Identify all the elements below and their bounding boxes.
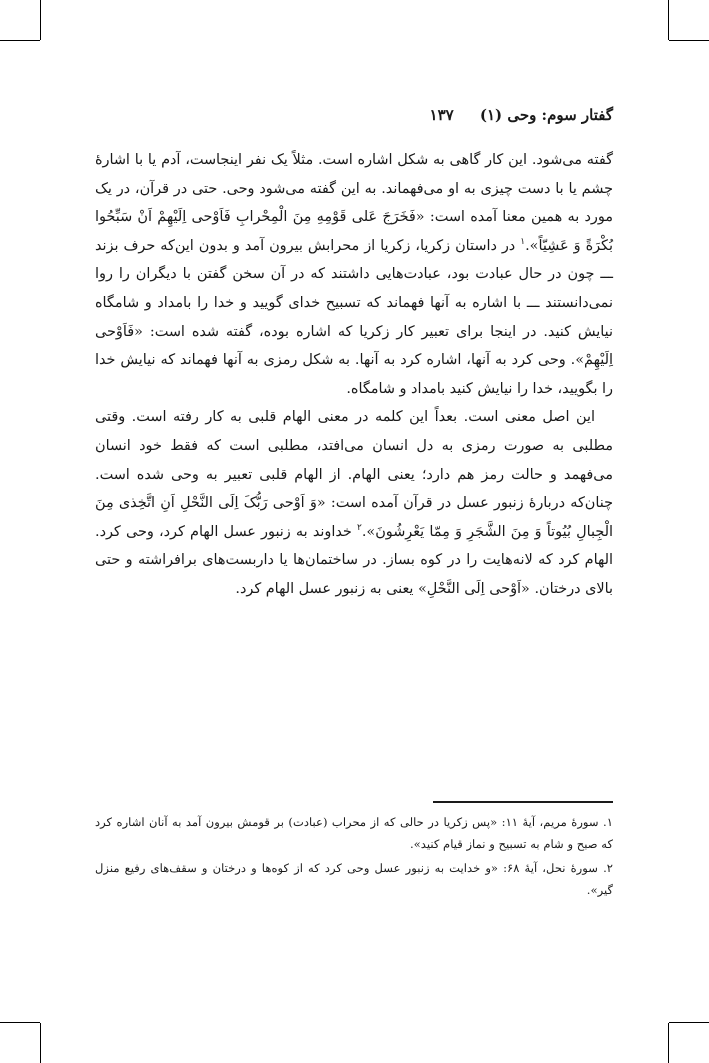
- p1-text-3: وحی کرد به آنها، اشاره کرد به آنها. به شکل رمزی به آنها فهماند که نیایش خدا را بگویید، خدا را نیایش کنید بامداد و شامگاه.: [95, 352, 613, 397]
- p1-text-2: در داستان زکریا، زکریا از محرابش بیرون آمد و بدون این‌که حرف بزند ـــ چون در حال عبادت بود، عبادت‌هایی داشتند که در آن سخن گفتن با دیگران را روا نمی‌دانستند ـــ با اشاره به آنها فهماند که تسبیح خدای گویید و خدا را بامداد و شامگاه نیایش کنید. در اینجا برای تعبیر کار زکریا که اشاره بوده، گفته شده است:: [95, 237, 614, 340]
- footnote-ref-2[interactable]: ۲: [357, 522, 362, 533]
- crop-mark-top-left-h: [0, 40, 40, 41]
- paragraph-1: [95, 146, 613, 403]
- footnote-divider: [433, 801, 613, 803]
- chapter-title: گفتار سوم: وحی (۱): [479, 106, 613, 124]
- p1-quran-quote-1: «فَخَرَجَ عَلی قَوْمِهِ مِنَ الْمِحْرابِ فَاَوْحی اِلَیْهِمْ اَنْ سَبِّحُوا بُکْرَةً وَ عَشِیّاً».: [95, 209, 614, 254]
- footnote-1: ۱. سورهٔ مریم، آیهٔ ۱۱: «پس زکریا در حالی که از محراب (عبادت) بر قومش بیرون آمد به آنان اشاره کرد که صبح و شام به تسبیح و نماز قیام کنید».: [95, 815, 613, 851]
- p2-quran-quote-1: «وَ اَوْحی رَبُّکَ اِلَی النَّحْلِ اَنِ اتَّخِذی مِنَ الْجِبالِ بُیُوتاً وَ مِنَ الشَّجَرِ وَ مِمّا یَعْرِشُونَ».: [95, 495, 613, 540]
- crop-mark-bottom-right-h: [669, 1022, 709, 1023]
- body-text: [95, 146, 613, 604]
- footnote-2: ۲. سورهٔ نحل، آیهٔ ۶۸: «و خدایت به زنبور عسل وحی کرد که از کوه‌ها و درختان و سقف‌های رفیع منزل گیر».: [95, 861, 613, 897]
- crop-mark-bottom-right-v: [668, 1023, 669, 1063]
- paragraph-2: [95, 403, 613, 603]
- crop-mark-top-right-h: [669, 40, 709, 41]
- crop-mark-bottom-left-h: [0, 1022, 40, 1023]
- p2-quran-quote-2: «اَوْحی اِلَی النَّحْلِ»: [417, 580, 530, 597]
- p2-text-1: این اصل معنی است. بعداً این کلمه در معنی الهام قلبی به کار رفته است. وقتی مطلبی به صورت رمزی به دل انسان می‌افتد، مطلبی است که فقط خود انسان می‌فهمد و حالت رمز هم دارد؛ یعنی الهام. از الهام قلبی تعبیر به وحی شده است. چنان‌که دربارهٔ زنبور عسل در قرآن آمده است:: [95, 409, 613, 512]
- crop-mark-top-right-v: [668, 0, 669, 40]
- crop-mark-bottom-left-v: [40, 1023, 41, 1063]
- page-number: ۱۳۷: [429, 106, 454, 124]
- footnotes: [95, 811, 613, 903]
- p1-text-1: گفته می‌شود. این کار گاهی به شکل اشاره است. مثلاً یک نفر اینجاست، آدم یا با اشارهٔ چشم یا با دست چیزی به او می‌فهماند. به این گفته می‌شود وحی. حتی در قرآن، در یک مورد به همین معنا آمده است:: [95, 152, 614, 226]
- footnote-ref-1[interactable]: ۱: [520, 236, 526, 247]
- crop-mark-top-left-v: [40, 0, 41, 40]
- p1-quran-quote-2: «فَاَوْحی اِلَیْهِمْ».: [95, 323, 613, 369]
- running-head: [93, 106, 613, 124]
- p2-text-3: یعنی به زنبور عسل الهام کرد.: [235, 580, 414, 597]
- p2-text-2: خداوند به زنبور عسل الهام کرد، وحی کرد. الهام کرد که لانه‌هایت را در کوه بساز. در ساختمان‌ها یا داربست‌های برافراشته و حتی بالای درختان.: [95, 523, 613, 597]
